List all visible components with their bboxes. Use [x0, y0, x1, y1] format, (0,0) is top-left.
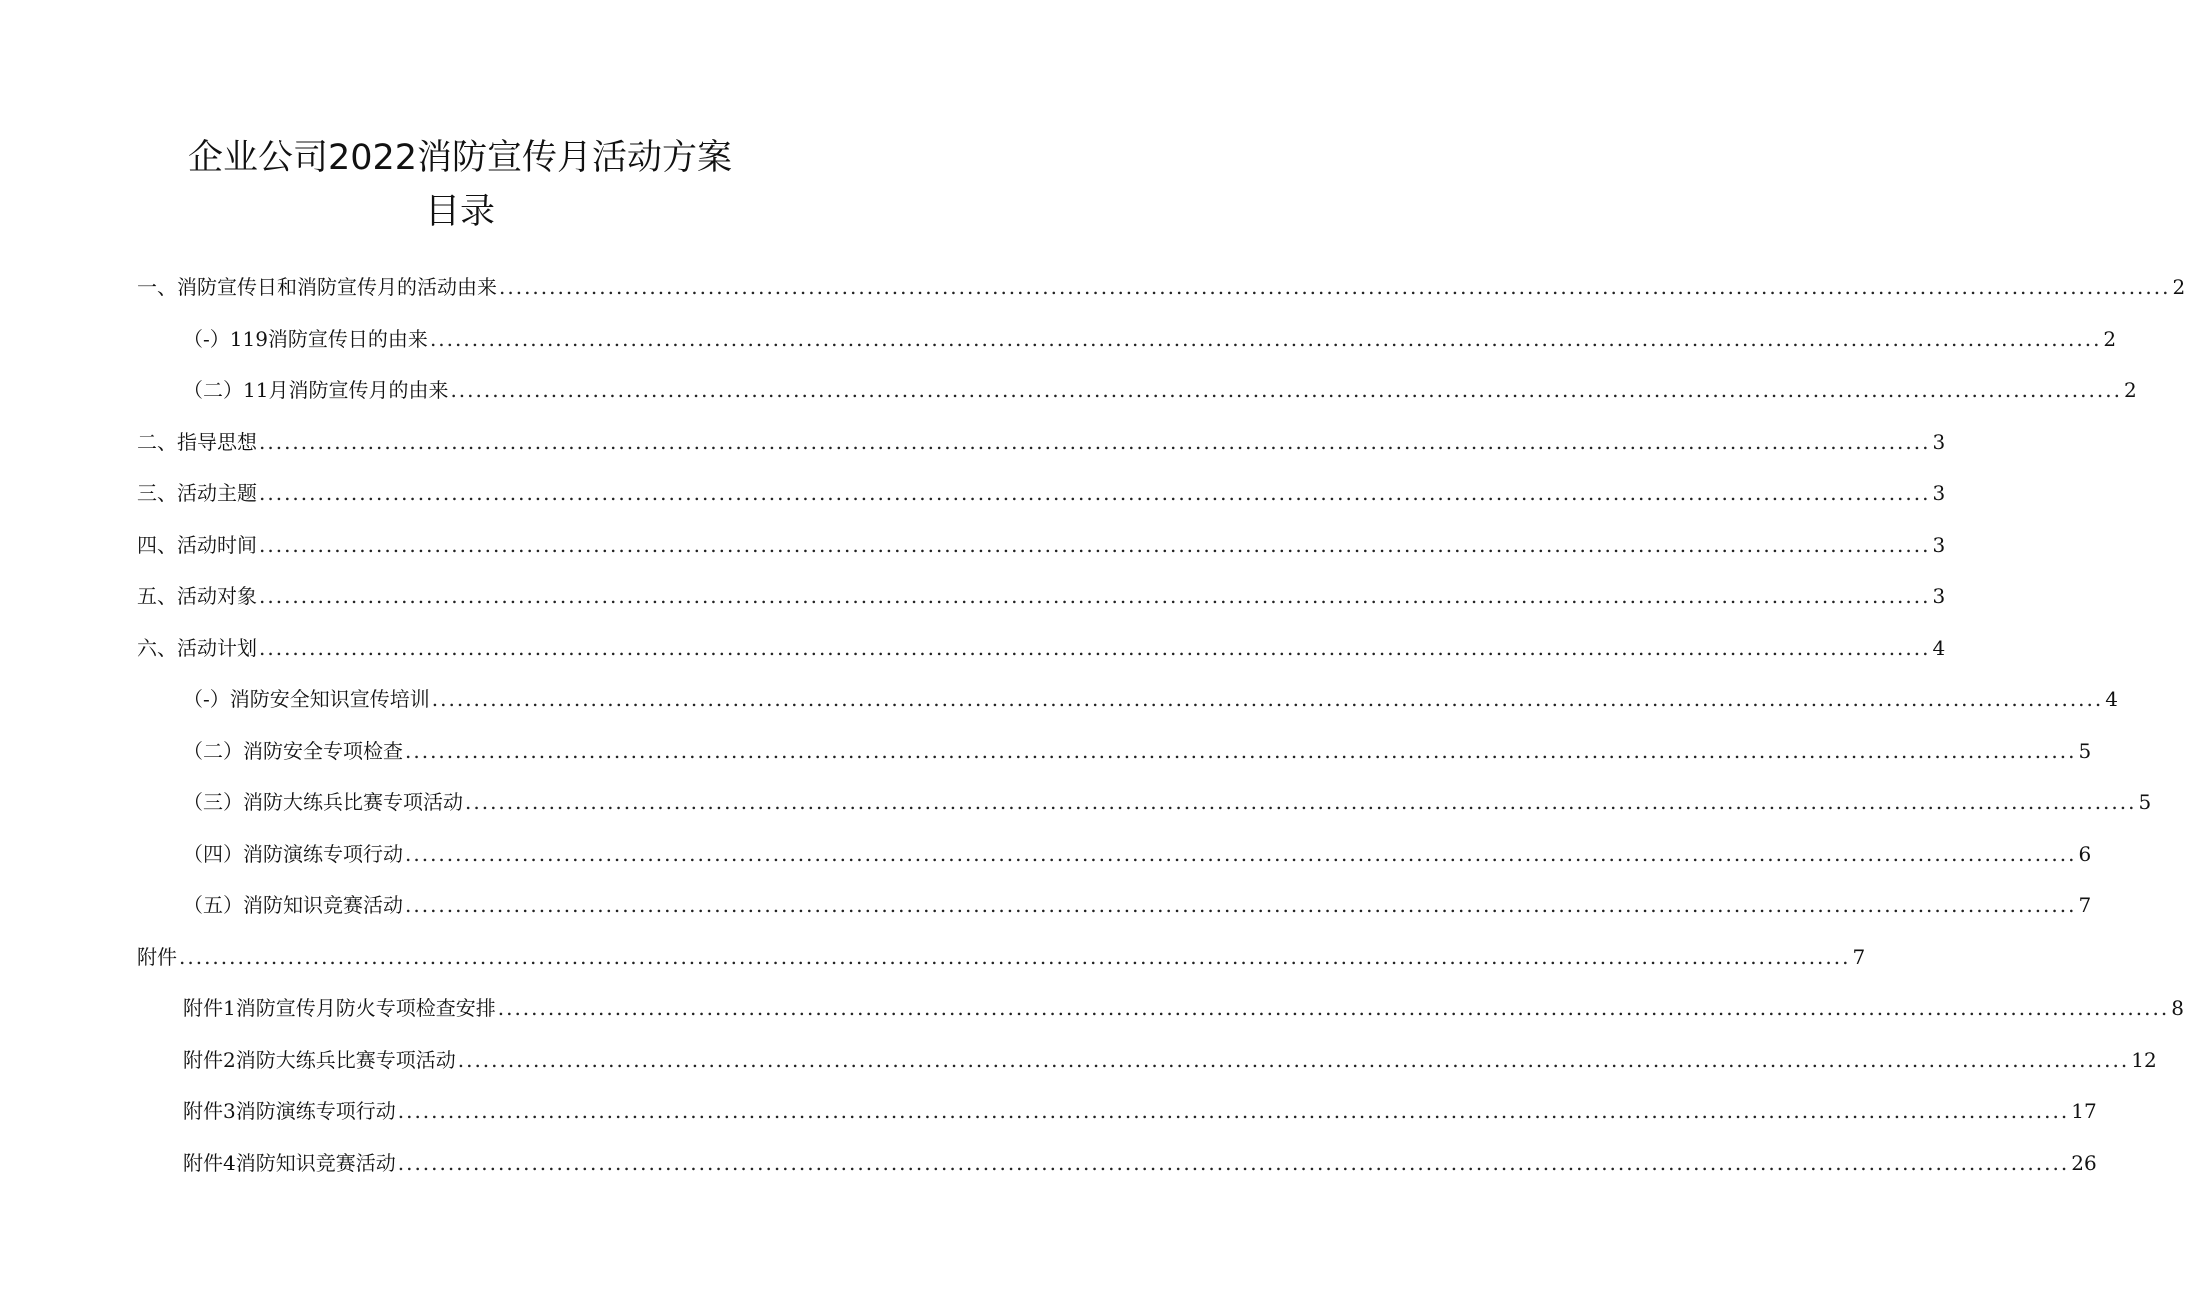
toc-entry-page-number: 6: [2078, 841, 2092, 866]
toc-leader-dots: ........................................................................................................................................................................................................: [405, 841, 2077, 866]
toc-entry-page-number: 4: [1932, 635, 1946, 660]
toc-entry-label: 六、活动计划: [137, 635, 257, 660]
toc-leader-dots: ........................................................................................................................................................................................................: [497, 996, 2170, 1020]
toc-entry: [183, 986, 2184, 1022]
toc-leader-dots: ........................................................................................................................................................................................................: [259, 635, 1931, 660]
toc-entry-page-number: 5: [2138, 790, 2152, 814]
toc-entry: [137, 265, 2185, 301]
toc-entry-page-number: 3: [1932, 429, 1946, 454]
toc-leader-dots: ........................................................................................................................................................................................................: [429, 326, 2102, 351]
toc-leader-dots: ........................................................................................................................................................................................................: [259, 429, 1931, 454]
toc-entry: [137, 574, 1946, 610]
toc-leader-dots: ........................................................................................................................................................................................................: [259, 532, 1931, 557]
toc-entry-label: （二）消防安全专项检查: [183, 738, 403, 763]
toc-entry-label: 附件1消防宣传月防火专项检查安排: [183, 996, 496, 1020]
toc-entry-page-number: 8: [2171, 996, 2184, 1020]
toc-entry-label: （三）消防大练兵比赛专项活动: [183, 790, 463, 814]
toc-entry-page-number: 3: [1932, 584, 1946, 608]
toc-entry-page-number: 3: [1932, 481, 1946, 505]
toc-entry-label: （-）119消防宣传日的由来: [183, 326, 428, 351]
toc-entry-page-number: 7: [1852, 944, 1866, 969]
toc-entry-label: 附件3消防演练专项行动: [183, 1099, 396, 1123]
toc-entry-label: 附件2消防大练兵比赛专项活动: [183, 1047, 456, 1072]
toc-leader-dots: ........................................................................................................................................................................................................: [405, 893, 2077, 917]
toc-entry-label: 附件: [137, 944, 177, 969]
toc-leader-dots: ........................................................................................................................................................................................................: [499, 275, 2171, 299]
toc-entry-label: 附件4消防知识竞赛活动: [183, 1150, 396, 1175]
toc-entry-page-number: 7: [2078, 893, 2092, 917]
toc-leader-dots: ........................................................................................................................................................................................................: [259, 481, 1931, 505]
document-title: 企业公司2022消防宣传月活动方案: [187, 138, 733, 178]
toc-entry: [137, 523, 1946, 559]
toc-entry-label: （四）消防演练专项行动: [183, 841, 403, 866]
toc-leader-dots: ........................................................................................................................................................................................................: [259, 584, 1931, 608]
toc-entry: [183, 317, 2117, 353]
toc-entry: [183, 780, 2152, 816]
toc-entry-label: 五、活动对象: [137, 584, 257, 608]
toc-leader-dots: ........................................................................................................................................................................................................: [179, 944, 1851, 969]
toc-entry-label: 四、活动时间: [137, 532, 257, 557]
toc-entry-page-number: 2: [2123, 378, 2137, 402]
toc-entry: [137, 420, 1946, 456]
toc-heading: 目录: [424, 192, 495, 232]
toc-entry: [183, 1089, 2097, 1125]
toc-entry-page-number: 2: [2172, 275, 2185, 299]
toc-entry-page-number: 17: [2071, 1099, 2097, 1123]
toc-leader-dots: ........................................................................................................................................................................................................: [397, 1150, 2070, 1175]
toc-entry-page-number: 2: [2103, 326, 2117, 351]
toc-leader-dots: ........................................................................................................................................................................................................: [450, 378, 2122, 402]
toc-entry-label: （五）消防知识竞赛活动: [183, 893, 403, 917]
toc-entry-page-number: 4: [2105, 687, 2118, 711]
toc-entry-label: 三、活动主题: [137, 481, 257, 505]
toc-leader-dots: ........................................................................................................................................................................................................: [405, 738, 2077, 763]
toc-entry: [183, 1038, 2157, 1074]
toc-entry-label: 二、指导思想: [137, 429, 257, 454]
toc-entry-page-number: 26: [2071, 1150, 2097, 1175]
toc-entry: [183, 729, 2092, 765]
toc-entry-page-number: 3: [1932, 532, 1946, 557]
toc-entry: [183, 832, 2092, 868]
toc-entry-label: 一、消防宣传日和消防宣传月的活动由来: [137, 275, 497, 299]
toc-entry-label: （-）消防安全知识宣传培训: [183, 687, 430, 711]
toc-leader-dots: ........................................................................................................................................................................................................: [457, 1047, 2130, 1072]
toc-entry: [137, 935, 1866, 971]
toc-entry: [183, 883, 2092, 919]
toc-entry: [137, 626, 1946, 662]
toc-entry-page-number: 5: [2078, 738, 2092, 763]
toc-entry: [137, 471, 1946, 507]
toc-leader-dots: ........................................................................................................................................................................................................: [431, 687, 2104, 711]
toc-entry: [183, 1141, 2097, 1177]
toc-entry: [183, 677, 2118, 713]
toc-leader-dots: ........................................................................................................................................................................................................: [397, 1099, 2070, 1123]
toc-entry: [183, 368, 2137, 404]
toc-entry-page-number: 12: [2131, 1047, 2157, 1072]
toc-leader-dots: ........................................................................................................................................................................................................: [465, 790, 2137, 814]
toc-entry-label: （二）11月消防宣传月的由来: [183, 378, 449, 402]
